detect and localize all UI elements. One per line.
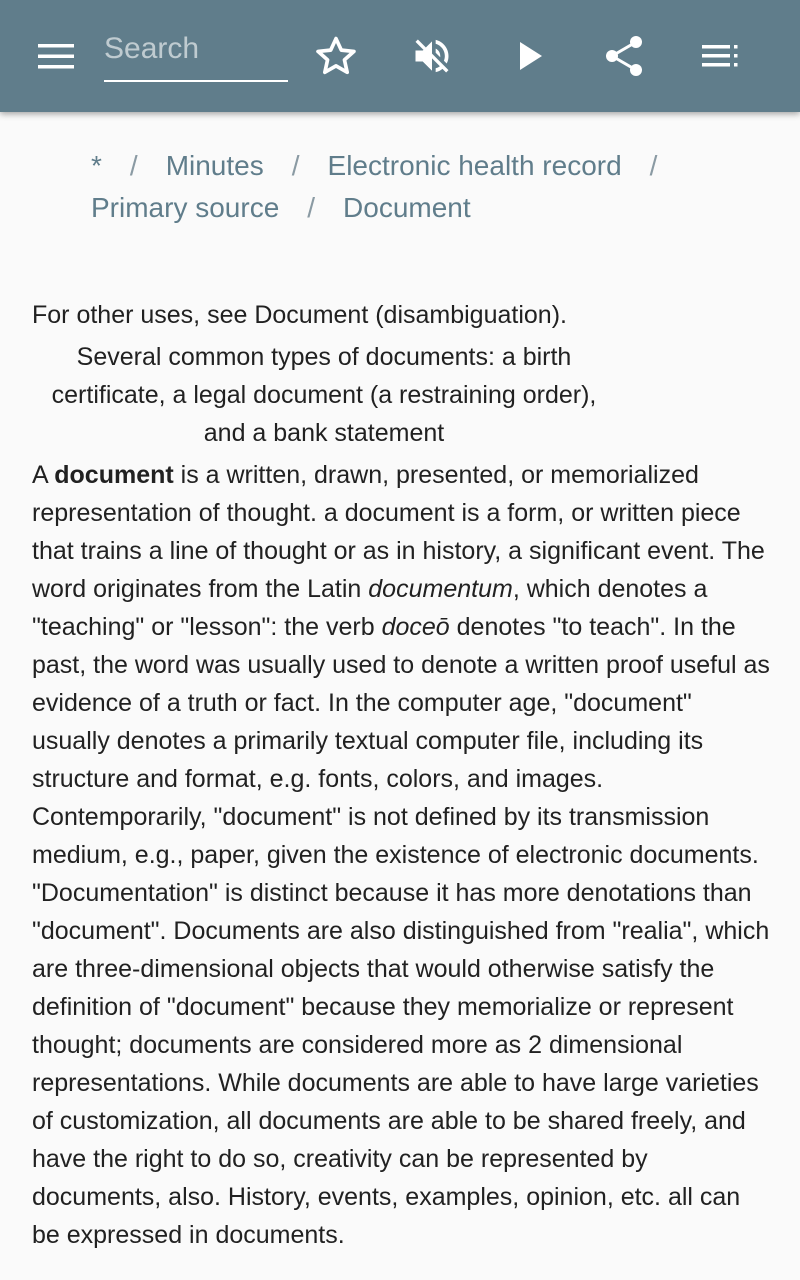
breadcrumb-item-home[interactable]: * [91,150,102,181]
image-caption: Several common types of documents: a birth certificate, a legal document (a restraining order), and a bank statement [51,343,597,447]
menu-icon[interactable] [36,40,76,72]
intro-text: , which denotes a "teaching" or "lesson": the verb [32,575,708,641]
breadcrumb-item-primary-source[interactable]: Primary source [91,192,280,223]
verb-term: doceō [381,613,450,641]
play-icon[interactable] [514,38,546,74]
volume-off-icon[interactable] [410,34,454,78]
breadcrumb-item-document[interactable]: Document [343,192,471,223]
search-field[interactable] [104,26,288,82]
breadcrumb-separator: / [307,192,316,223]
breadcrumb-separator: / [291,150,300,181]
star-outline-icon[interactable] [314,34,358,78]
breadcrumb [91,145,731,229]
article-content [32,296,772,1254]
intro-text: denotes "to teach". In the past, the word was usually used to denote a written proof useful as evidence of a truth or fact. In the computer age, "document" usually denotes a primarily textual computer file, including its structure and format, e.g. fonts, colors, and images. Contemporarily, "document" is not defined by its transmission medium, e.g., paper, given the existence of electronic documents. "Documentation" is distinct because it has more denotations than "document". Documents are also distinguished from "realia", which are three-dimensional objects that would otherwise satisfy the definition of "document" because they memorialize or represent thought; documents are considered more as 2 dimensional representations. While documents are able to have large varieties of customization, all documents are able to be shared freely, and have the right to do so, creativity can be represented by documents, also. History, events, examples, opinion, etc. all can be expressed in documents. [32,613,770,1249]
breadcrumb-item-electronic-health-record[interactable]: Electronic health record [327,150,622,181]
term-document: document [54,461,174,489]
hatnote: For other uses, see Document (disambiguation). [32,301,567,329]
intro-prefix: A [32,461,55,489]
share-icon[interactable] [604,34,644,78]
intro-text: is a written, drawn, presented, or memorialized representation of thought. a document is a form, or written piece that trains a line of thought or as in history, a significant event. The word originates from the Latin [32,461,765,603]
breadcrumb-separator: / [129,150,138,181]
search-input[interactable] [104,26,288,72]
breadcrumb-separator: / [649,150,658,181]
breadcrumb-item-minutes[interactable]: Minutes [165,150,264,181]
app-bar [0,0,800,112]
latin-term: documentum [368,575,513,603]
intro-paragraph [32,456,772,1254]
playlist-icon[interactable] [700,42,740,70]
